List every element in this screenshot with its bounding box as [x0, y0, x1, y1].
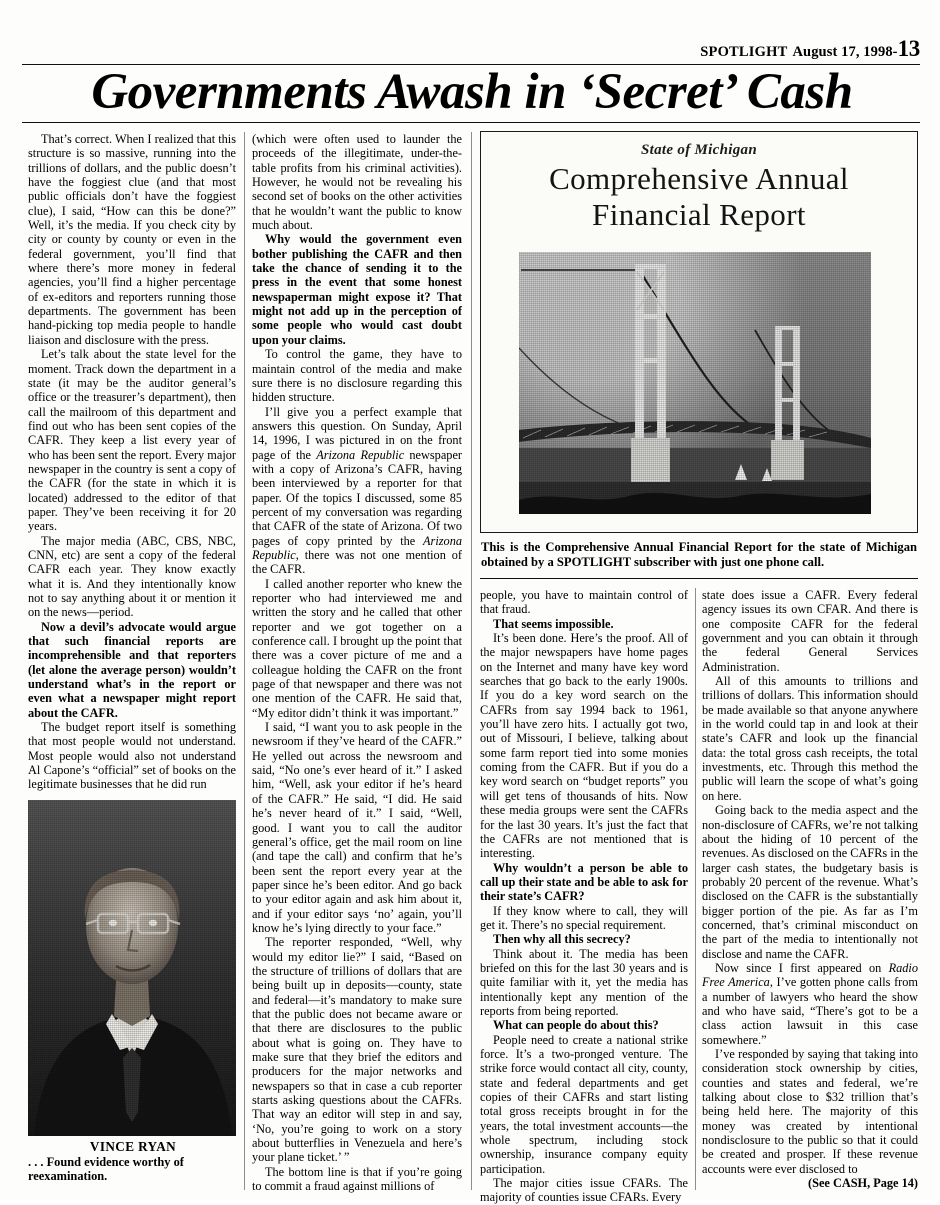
paragraph: state does issue a CAFR. Every federal agency issues its own CFAR. And there is one composite CAFR for the federal government and you can obtain it through the federal General Services Administration.: [702, 588, 918, 674]
paragraph: people, you have to maintain control of that fraud.: [480, 588, 688, 617]
paragraph: It’s been done. Here’s the proof. All of the major newspapers have home pages on the Internet and many have key word searches that go back to the early 1900s. If you do a key word search on the CAFRs from say 1994 back to 1961, you’ll have zero hits. I actually got two, out of Missouri, I believe, talking about some farm report tied into some monies coming from the CAFR. But if you do a key word search on “budget reports” you will get tens of thousands of hits. Now these media groups were sent the CAFRs for the last 30 years. It’s just the fact that the CAFRs are not mentioned that is interesting.: [480, 631, 688, 861]
portrait-description: . . . Found evidence worthy of reexamination.: [28, 1154, 184, 1184]
article-column-1: [28, 132, 236, 792]
cafr-cover-title-line1: Comprehensive Annual: [549, 161, 849, 196]
paragraph: That’s correct. When I realized that this structure is so massive, running into the trillions of dollars, and the public doesn’t have the foggiest clue (and that most public officials don’t have the foggiest clue), I said, “How can this be done?” Well, it’s the media. If you check city by city or county by county or even in the federal government, you’ll find that where there’s more money in federal agencies, you’ll find a higher percentage of ex-editors and reporters running those departments. The government has been hand-picking top media people to handle liaison and disclosure with the press.: [28, 132, 236, 347]
photo-grain-overlay: [519, 252, 871, 514]
headline-rule: [22, 122, 920, 123]
masthead-page-number: 13: [897, 36, 920, 61]
caption-rule: [480, 578, 918, 579]
masthead-date: August 17, 1998-: [792, 44, 898, 60]
paragraph: The major cities issue CFARs. The majority of counties issue CFARs. Every: [480, 1176, 688, 1205]
paragraph: The major media (ABC, CBS, NBC, CNN, etc) are sent a copy of the federal CAFR each year. They know exactly what it is. And they intentionally know not to say anything about it or mention it on the news—period.: [28, 533, 236, 620]
text-run: newspaper with a copy of Arizona’s CAFR, having been interviewed by a reporter for that paper. Of the topics I discussed, some 85 percent of my conversation was regarding that CAFR of the state of Arizona. Of two pages of copy printed by the: [252, 447, 462, 548]
page-headline: Governments Awash in ‘Secret’ Cash: [91, 64, 853, 120]
paragraph-question-bold: Why wouldn’t a person be able to call up their state and be able to ask for their state’s CAFR?: [480, 860, 688, 904]
paragraph: All of this amounts to trillions and trillions of dollars. This information should be made available so that anyone anywhere in the world could tap in and look at their state’s CAFR and look up the financial data: the total gross cash receipts, the total investments, etc. Through this method the public will learn the scope of what’s going on here.: [702, 674, 918, 803]
paragraph: (which were often used to launder the proceeds of the illegitimate, under-the-table profits from his criminal activities). However, he would not be revealing his second set of books on the other activities that he wouldn’t want the public to know much about.: [252, 132, 462, 233]
article-column-3: [480, 588, 688, 1205]
cafr-cover-state: State of Michigan: [641, 142, 757, 158]
vince-ryan-photo: [28, 800, 236, 1136]
text-run: , I’ve gotten phone calls from a number of lawyers who heard the show and who have said, “There’s got to be a class action lawsuit in this case somewhere.”: [702, 975, 918, 1047]
cafr-figure-caption: This is the Comprehensive Annual Financial Report for the state of Michigan obtained by a SPOTLIGHT subscriber with just one phone call.: [481, 540, 917, 569]
continuation-line: (See CASH, Page 14): [808, 1176, 918, 1191]
article-column-4: [702, 588, 918, 1190]
italic-publication-name: Arizona Republic: [252, 533, 462, 562]
article-column-2: [252, 132, 462, 1193]
italic-program-name: Radio Free America: [702, 960, 918, 990]
paragraph: To control the game, they have to maintain control of the media and make sure there is no disclosure regarding this hidden structure.: [252, 347, 462, 405]
portrait-name: VINCE RYAN: [89, 1139, 177, 1154]
text-run: I’ll give you a perfect example that answers this question. On Sunday, April 14, 1996, I was pictured in on the front page of the: [252, 404, 462, 462]
paragraph: Let’s talk about the state level for the moment. Track down the department in a state (it may be the auditor general’s office or the treasurer’s department), then call the mailroom of this department and find out who has been sent copies of the CAFR. They keep a list every year of who has been sent the report. Every major newspaper in the country is sent a copy of the CAFR (for the state in which it is located) addressed to the editor of that paper. They’ve been receiving it for 20 years.: [28, 347, 236, 534]
portrait-grain-overlay: [28, 800, 236, 1136]
masthead: [700, 36, 920, 62]
paragraph: The reporter responded, “Well, why would my editor lie?” I said, “Based on the structure of trillions of dollars that are being built up in deposits—county, state and federal—it’s mandatory to make sure that the public does not became aware or that there are disclosures to the public about what is going on. They have to make sure that they brief the editors and producers for the major networks and newspapers so that in case a cub reporter starts asking questions about the CAFRs. That way an editor will step in and say, ‘No, you’re going to work on a story about butterflies in Venezuela and here’s your plane ticket.’ ”: [252, 935, 462, 1165]
paragraph-question-bold: That seems impossible.: [493, 616, 614, 631]
cafr-cover-figure: [480, 131, 918, 533]
paragraph: I’ve responded by saying that taking into consideration stock ownership by cities, counties and states and federal, we’re talking about close to $32 trillion that’s being held here. The majority of this money was created by intentional nondisclosure to the public so that it could be created and prosper. If these revenue accounts were ever disclosed to: [702, 1047, 918, 1176]
text-run: Now since I first appeared on: [715, 960, 889, 975]
column-divider-1: [244, 132, 245, 1190]
paragraph-bold: Now a devil’s advocate would argue that such financial reports are incomprehensible and that reporters (let alone the average person) wouldn’t understand what’s in the report or even what a newspaper might report about the CAFR.: [28, 619, 236, 720]
paragraph-with-italics: [252, 405, 462, 577]
mackinac-bridge-photo: [519, 252, 871, 514]
cafr-cover-title-line2: Financial Report: [592, 197, 806, 232]
paragraph: Think about it. The media has been briefed on this for the last 30 years and is quite familiar with it, yet the media has intentionally kept any mention of the reports from being reported.: [480, 946, 688, 1018]
paragraph: If they know where to call, they will get it. There’s no special requirement.: [480, 903, 688, 932]
paragraph: Going back to the media aspect and the non-disclosure of CAFRs, we’re not talking about the hiding of 10 percent of the revenues. As disclosed on the CAFRs in the larger cash states, the budgetary basis is probably 20 percent of the revenue. What’s disclosed on the CAFR is the substantially bigger portion of the pie. As far as I’m concerned, that’s criminal misconduct on the part of the media to intentionally not disclose and name the CAFR.: [702, 803, 918, 961]
italic-publication-name: Arizona Republic: [316, 447, 405, 462]
masthead-paper-name: SPOTLIGHT: [700, 44, 788, 60]
paragraph: The budget report itself is something that most people would not understand. Most people would also not understand Al Capone’s “official” set of books on the legitimate businesses that he did run: [28, 720, 236, 792]
column-divider-2: [471, 132, 472, 1190]
text-run: , there was not one mention of the CAFR.: [252, 547, 462, 577]
paragraph-question-bold: Why would the government even bother publishing the CAFR and then take the chance of sending it to the press in the event that some honest newspaperman might expose it? That might not add up in the perception of some people who would cast doubt upon your claims.: [252, 232, 462, 347]
paragraph: People need to create a national strike force. It’s a two-pronged venture. The strike force would contact all city, county, state and federal departments and get copies of their CAFRs and start listing total gross receipts brought in for the years, the total investment accounts—the whole spectrum, including stock ownership, insurance company equity participation.: [480, 1032, 688, 1176]
vince-ryan-caption: [28, 1140, 238, 1184]
paragraph-question-bold: Then why all this secrecy?: [493, 932, 631, 947]
paragraph: I called another reporter who knew the reporter who had interviewed me and written the story and he called that other reporter and we got together on a conference call. I brought up the point that there was a cover picture of me and a colleague holding the CAFR on the front page of that newspaper and there was not one mention of the CAFR. He said that, “My editor didn’t think it was important.”: [252, 576, 462, 720]
paragraph-with-italics: [702, 961, 918, 1047]
paragraph: The bottom line is that if you’re going to commit a fraud against millions of: [252, 1164, 462, 1194]
paragraph-question-bold: What can people do about this?: [493, 1018, 659, 1033]
column-divider-3: [695, 588, 696, 1190]
paragraph: I said, “I want you to ask people in the newsroom if they’ve heard of the CAFR.” He yelled out across the newsroom and said, “No one’s ever heard of it.” I asked him, “Well, ask your editor if he’s heard of the CAFR.” He said, “I did. He said he’s never heard of it.” I said, “Well, good. I want you to call the auditor general’s office, get the mail room on line (and tape the call) and confirm that he’s been sent the report every year at the paper since he’s been editor. And go back to your editor again and ask him about it, and if your editor says ‘no’ again, you’ll know he’s lying directly to your face.”: [252, 720, 462, 935]
